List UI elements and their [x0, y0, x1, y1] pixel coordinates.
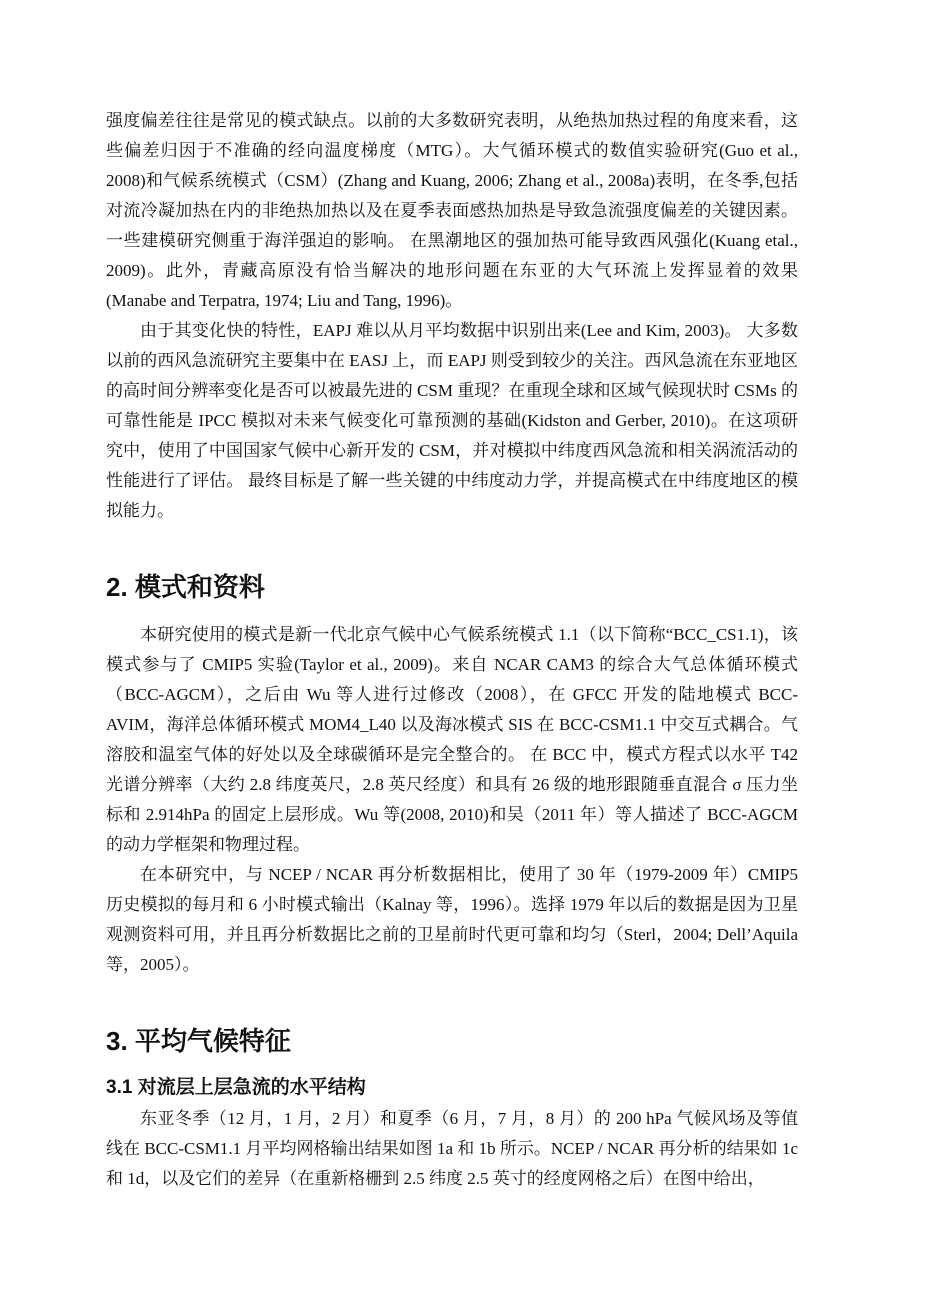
paragraph-eapj-motivation: 由于其变化快的特性，EAPJ 难以从月平均数据中识别出来(Lee and Kim, 2003)。 大多数以前的西风急流研究主要集中在 EASJ 上，而 EAPJ 则受到较少的关注。西风急流在东亚地区的高时间分辨率变化是否可以被最先进的 CSM 重现？在重现全球和区域气候现状时 CSMs 的可靠性能是 IPCC 模拟对未来气候变化可靠预测的基础(Kidston and Gerber, 2010)。在这项研究中，使用了中国国家气候中心新开发的 CSM，并对模拟中纬度西风急流和相关涡流活动的性能进行了评估。 最终目标是了解一些关键的中纬度动力学，并提高模式在中纬度地区的模拟能力。 — [106, 321, 798, 520]
section-heading-mean-climate-features: 3. 平均气候特征 — [106, 1026, 291, 1056]
paragraph-jet-intensity-bias: 强度偏差往往是常见的模式缺点。以前的大多数研究表明，从绝热加热过程的角度来看，这些偏差归因于不准确的经向温度梯度（MTG）。大气循环模式的数值实验研究(Guo et al., 2008)和气候系统模式（CSM）(Zhang and Kuang, 2006; Zhang et al., 2008a)表明，在冬季,包括对流冷凝加热在内的非绝热加热以及在夏季表面感热加热是导致急流强度偏差的关键因素。一些建模研究侧重于海洋强迫的影响。 在黑潮地区的强加热可能导致西风强化(Kuang etal., 2009)。此外，青藏高原没有恰当解决的地形问题在东亚的大气环流上发挥显着的效果(Manabe and Terpatra, 1974; Liu and Tang, 1996)。 — [106, 111, 798, 310]
paragraph-200hpa-climatological-wind: 东亚冬季（12 月，1 月，2 月）和夏季（6 月，7 月，8 月）的 200 hPa 气候风场及等值线在 BCC-CSM1.1 月平均网格输出结果如图 1a 和 1b 所示。NCEP / NCAR 再分析的结果如 1c 和 1d，以及它们的差异（在重新格栅到 2.5 纬度 2.5 英寸的经度网格之后）在图中给出， — [106, 1109, 798, 1188]
subsection-heading-upper-troposphere-jet-structure: 3.1 对流层上层急流的水平结构 — [106, 1077, 366, 1098]
paragraph-reanalysis-data-description: 在本研究中，与 NCEP / NCAR 再分析数据相比，使用了 30 年（1979-2009 年）CMIP5 历史模拟的每月和 6 小时模式输出（Kalnay 等，1996）。选择 1979 年以后的数据是因为卫星观测资料可用，并且再分析数据比之前的卫星前时代更可靠和均匀（Sterl，2004; Dell’Aquila 等，2005）。 — [106, 865, 798, 974]
paragraph-bcc-csm-model-description: 本研究使用的模式是新一代北京气候中心气候系统模式 1.1（以下简称“BCC_CS1.1)，该模式参与了 CMIP5 实验(Taylor et al., 2009)。来自 NCAR CAM3 的综合大气总体循环模式（BCC-AGCM），之后由 Wu 等人进行过修改（2008），在 GFCC 开发的陆地模式 BCC-AVIM，海洋总体循环模式 MOM4_L40 以及海冰模式 SIS 在 BCC-CSM1.1 中交互式耦合。气溶胶和温室气体的好处以及全球碳循环是完全整合的。 在 BCC 中，模式方程式以水平 T42 光谱分辨率（大约 2.8 纬度英尺，2.8 英尺经度）和具有 26 级的地形跟随垂直混合 σ 压力坐标和 2.914hPa 的固定上层形成。Wu 等(2008, 2010)和吴（2011 年）等人描述了 BCC-AGCM 的动力学框架和物理过程。 — [106, 625, 798, 854]
page-content — [106, 106, 798, 1194]
section-heading-models-and-data: 2. 模式和资料 — [106, 572, 265, 602]
